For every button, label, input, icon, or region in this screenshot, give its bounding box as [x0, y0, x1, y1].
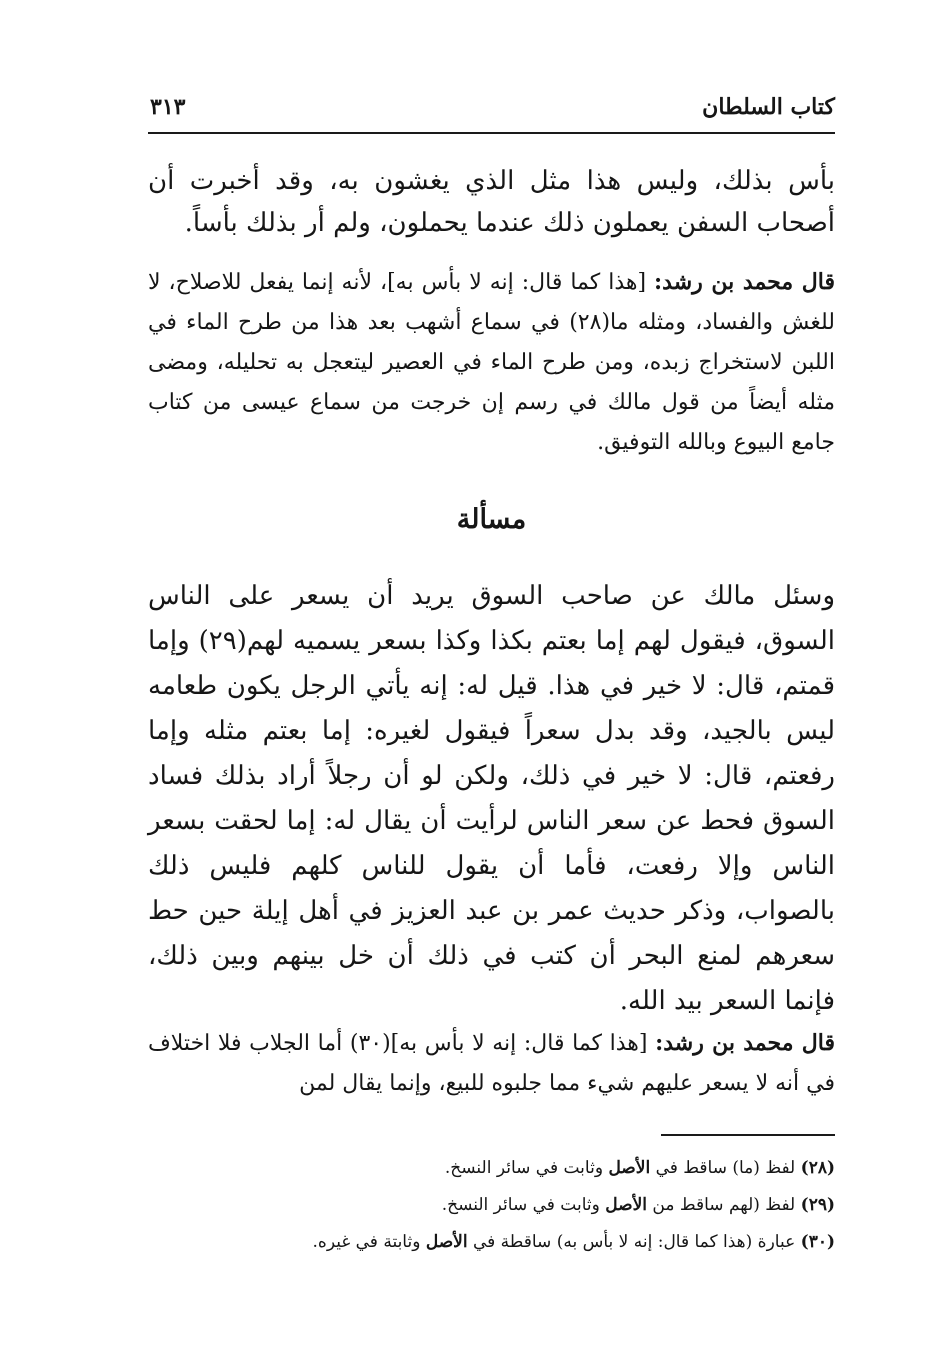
footnote-text: لفظ (ما) ساقط في — [650, 1158, 801, 1178]
footnote-30 — [148, 1224, 835, 1261]
paragraph-1-text: بأس بذلك، وليس هذا مثل الذي يغشون به، وقد أخبرت أن أصحاب السفن يعملون ذلك عندما يحملون، ولم أر بذلك بأساً. — [148, 166, 835, 238]
paragraph-3 — [148, 574, 835, 1024]
commentary-lead: قال محمد بن رشد: — [654, 269, 835, 295]
paragraph-4 — [148, 1023, 835, 1104]
footnote-text: وثابتة في غيره. — [312, 1232, 426, 1252]
paragraph-2 — [148, 262, 835, 463]
section-heading: مسألة — [456, 504, 527, 535]
page-header — [148, 88, 835, 134]
footnote-ref-28: (٢٨) — [569, 310, 611, 335]
running-title: كتاب السلطان — [702, 94, 835, 120]
paragraph-2-text-b: في سماع أشهب بعد هذا من طرح الماء في اللبن لاستخراج زبده، ومن طرح الماء في العصير ليتعجل به تحليله، ومضى مثله أيضاً من قول مالك في رسم إن خرجت من سماع عيسى من كتاب جامع البيوع وبالله التوفيق. — [148, 310, 835, 455]
footnote-text: لفظ (لهم ساقط من — [647, 1195, 801, 1215]
footnotes — [148, 1150, 835, 1261]
paragraph-1 — [148, 160, 835, 244]
footnote-emphasis: الأصل — [425, 1232, 468, 1252]
commentary-lead: قال محمد بن رشد: — [655, 1030, 835, 1056]
footnote-emphasis: الأصل — [608, 1158, 651, 1178]
paragraph-4-text-a: [هذا كما قال: إنه لا بأس به] — [390, 1031, 656, 1056]
paragraph-2-text-a: [هذا كما قال: إنه لا بأس به]، لأنه إنما يفعل للاصلاح، لا للغش والفساد، ومثله ما — [148, 270, 835, 335]
footnote-number: (٣٠) — [800, 1232, 835, 1252]
footnote-ref-30: (٣٠) — [349, 1031, 391, 1056]
footnote-text: وثابت في سائر النسخ. — [444, 1158, 609, 1178]
footnote-28 — [148, 1150, 835, 1187]
footnote-divider — [661, 1134, 835, 1136]
paragraph-3-text-a: وسئل مالك عن صاحب السوق يريد أن يسعر على الناس السوق، فيقول لهم إما بعتم بكذا وكذا بسعر يسميه لهم — [148, 581, 835, 656]
paragraph-3-text-b: وإما قمتم، قال: لا خير في هذا. قيل له: إنه يأتي الرجل يكون طعامه ليس بالجيد، وقد بدل سعراً فيقول لغيره: إما بعتم مثله وإما رفعتم، قال: لا خير في ذلك، ولكن لو أن رجلاً أراد بذلك فساد السوق فحط عن سعر الناس لرأيت أن يقال له: إما لحقت بسعر الناس وإلا رفعت، فأما أن يقول للناس كلهم فليس ذلك بالصواب، وذكر حديث عمر بن عبد العزيز في أهل إيلة حين حط سعرهم لمنع البحر أن كتب في ذلك أن خل بينهم وبين ذلك، فإنما السعر بيد الله. — [148, 626, 836, 1016]
footnote-number: (٢٩) — [800, 1195, 835, 1215]
footnote-ref-29: (٢٩) — [198, 626, 247, 656]
page-number: ٣١٣ — [150, 94, 186, 120]
footnote-emphasis: الأصل — [605, 1195, 647, 1215]
footnote-text: وثابت في سائر النسخ. — [441, 1195, 606, 1215]
paragraph-4-text-b: أما الجلاب فلا اختلاف في أنه لا يسعر عليهم شيء مما جلبوه للبيع، وإنما يقال لمن — [148, 1031, 835, 1096]
footnote-text: عبارة (هذا كما قال: إنه لا بأس به) ساقطة في — [467, 1232, 801, 1252]
footnote-29 — [148, 1187, 835, 1224]
footnote-number: (٢٨) — [800, 1158, 835, 1178]
